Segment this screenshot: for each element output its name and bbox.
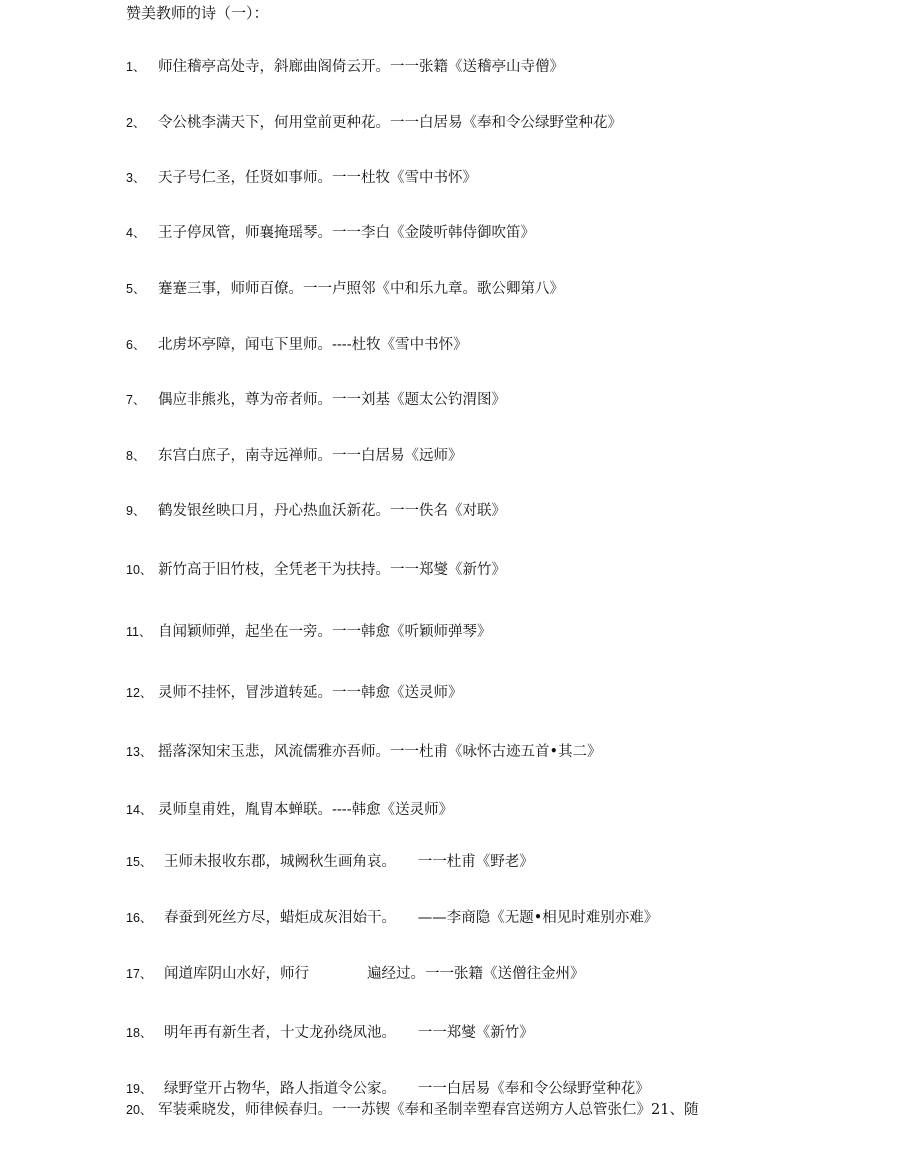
item-text: 自闻颖师弹，起坐在一旁。一一韩愈《听颖师弹琴》 [158,624,492,640]
item-text: 师住稽亭高处寺，斜廊曲阁倚云开。一一张籍《送稽亭山寺僧》 [158,59,564,75]
item-number: 16、 [126,911,153,925]
item-text: 天子号仁圣，任贤如事师。一一杜牧《雪中书怀》 [158,170,477,186]
item-text: 偶应非熊兆，尊为帝者师。一一刘基《题太公钓渭图》 [158,392,506,408]
item-number: 13、 [126,745,153,759]
list-item [126,965,585,983]
item-text: 王子停凤管，师襄掩瑶琴。一一李白《金陵听韩侍御吹笛》 [158,225,535,241]
item-text: 灵师皇甫姓，胤胄本蝉联。----韩愈《送灵师》 [158,802,454,818]
item-number: 9、 [126,504,146,518]
item-text: 东宫白庶子，南寺远禅师。一一白居易《远师》 [158,448,463,464]
list-item [126,684,463,702]
item-number: 12、 [126,686,153,700]
item-text: 鹤发银丝映口月，丹心热血沃新花。一一佚名《对联》 [158,503,506,519]
item-text: 北虏坏亭障，闻屯下里师。----杜牧《雪中书怀》 [158,337,468,353]
item-number: 17、 [126,967,153,981]
list-item [126,280,564,298]
list-item [126,909,658,927]
item-number: 3、 [126,171,146,185]
item-number: 2、 [126,116,146,130]
list-item [126,1101,698,1119]
list-item [126,502,506,520]
item-number: 5、 [126,282,146,296]
list-item [126,447,463,465]
item-number: 6、 [126,338,146,352]
list-item [126,853,534,871]
item-text: 军装乘晓发，师律候春归。一一苏锲《奉和圣制幸塑春宫送朔方人总管张仁》21、随 [158,1102,699,1118]
list-item [126,743,602,761]
document-title: 赞美教师的诗（一）： [126,4,269,22]
item-text: 灵师不挂怀，冒涉道转延。一一韩愈《送灵师》 [158,685,463,701]
item-number: 18、 [126,1026,153,1040]
item-text: 明年再有新生者，十丈龙孙绕凤池。 一一郑燮《新竹》 [164,1025,534,1041]
item-number: 7、 [126,393,146,407]
list-item [126,169,477,187]
item-text: 王师未报收东郡，城阙秋生画角哀。 一一杜甫《野老》 [164,854,534,870]
item-text: 新竹高于旧竹枝，全凭老干为扶持。一一郑燮《新竹》 [158,562,506,578]
list-item [126,623,492,641]
item-number: 15、 [126,855,153,869]
list-item [126,58,564,76]
list-item [126,391,506,409]
list-item [126,336,468,354]
item-number: 14、 [126,803,153,817]
item-number: 10、 [126,563,153,577]
item-text: 摇落深知宋玉悲，风流儒雅亦吾师。一一杜甫《咏怀古迹五首•其二》 [158,744,602,760]
list-item [126,114,622,132]
item-number: 20、 [126,1103,153,1117]
list-item [126,561,506,579]
list-item [126,1024,534,1042]
item-number: 11、 [126,625,152,639]
list-item [126,1080,650,1098]
item-text: 令公桃李满天下，何用堂前更种花。一一白居易《奉和令公绿野堂种花》 [158,115,622,131]
item-number: 19、 [126,1082,153,1096]
list-item [126,224,535,242]
item-text: 春蚕到死丝方尽，蜡炬成灰泪始干。 ——李商隐《无题•相见时难别亦难》 [164,910,659,926]
list-item [126,801,453,819]
item-number: 1、 [126,60,146,74]
item-text: 闻道库阴山水好，师行 遍经过。一一张籍《送僧往金州》 [164,966,585,982]
item-text: 绿野堂开占物华，路人指道令公家。 一一白居易《奉和令公绿野堂种花》 [164,1081,650,1097]
item-text: 蹇蹇三事，师师百僚。一一卢照邻《中和乐九章。歌公卿第八》 [158,281,564,297]
item-number: 4、 [126,226,146,240]
item-number: 8、 [126,449,146,463]
